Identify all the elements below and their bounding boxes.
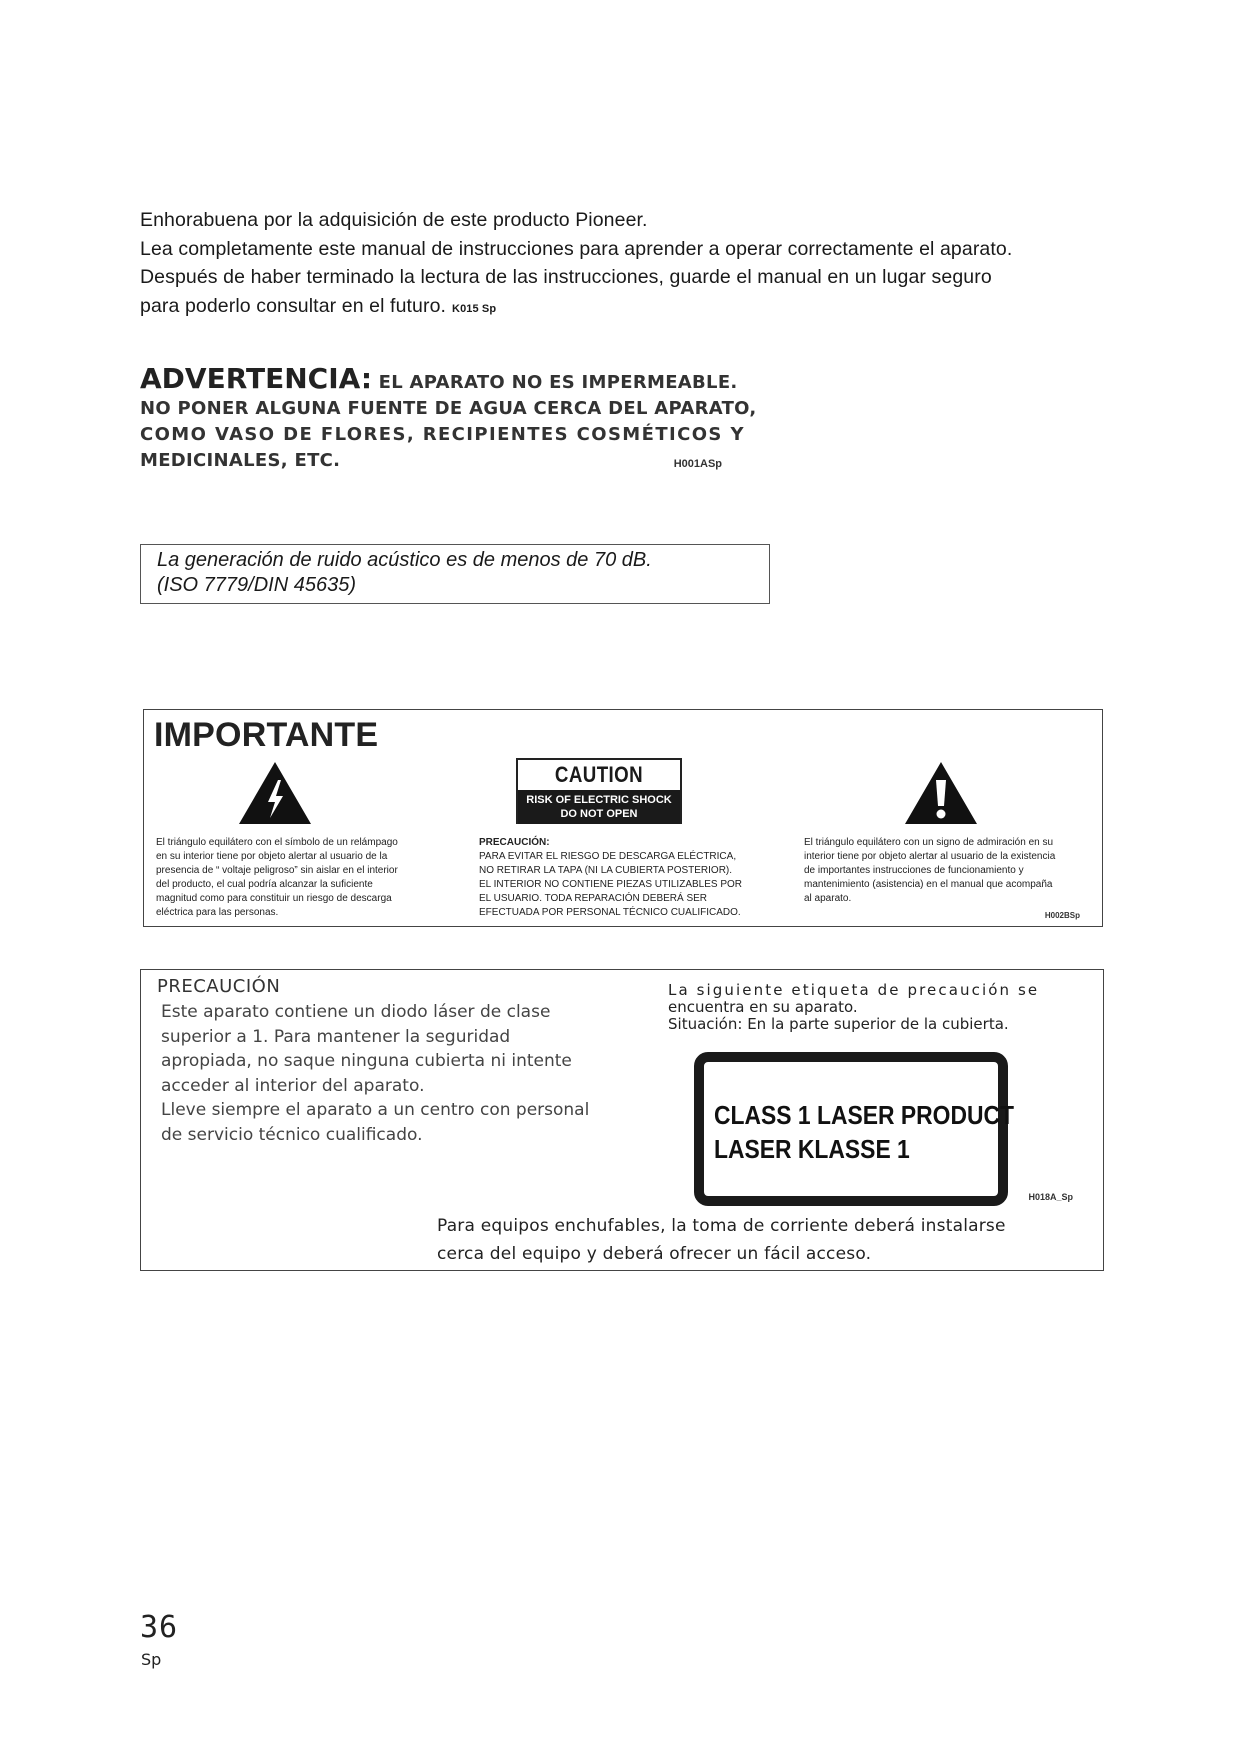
reference-code: K015 Sp (452, 302, 497, 315)
reference-code: H002BSp (1044, 911, 1080, 920)
intro-line-text: para poderlo consultar en el futuro. (140, 294, 447, 317)
outlet-notice-line: cerca del equipo y deberá ofrecer un fácil acceso. (437, 1244, 872, 1264)
noise-notice-box (140, 544, 770, 604)
caution-label-line: DO NOT OPEN (560, 808, 638, 820)
label-text-line: Situación: En la parte superior de la cubierta. (668, 1015, 1009, 1033)
page-number: 36 (140, 1610, 179, 1645)
warning-heading: ADVERTENCIA: (140, 362, 373, 395)
description-line: PARA EVITAR EL RIESGO DE DESCARGA ELÉCTRICA, (479, 851, 737, 862)
laser-caution-body (161, 1000, 611, 1147)
shock-symbol-description (156, 836, 446, 920)
outlet-notice (437, 1212, 1077, 1268)
warning-line (140, 362, 738, 396)
laser-product-label (694, 1052, 1015, 1206)
caution-label (516, 758, 682, 824)
description-line: en su interior tiene por objeto alertar al usuario de la (156, 851, 388, 862)
caution-label-title: CAUTION (554, 762, 644, 787)
laser-caution-box (140, 969, 1104, 1271)
exclamation-symbol-description (804, 836, 1094, 906)
body-line: de servicio técnico cualificado. (161, 1124, 423, 1145)
description-line: EL INTERIOR NO CONTIENE PIEZAS UTILIZABLES POR (479, 879, 743, 890)
reference-code: H001ASp (673, 458, 722, 470)
importante-box (143, 709, 1103, 927)
label-text-line: La siguiente etiqueta de precaución se (668, 981, 1040, 999)
laser-label-line: LASER KLASSE 1 (714, 1134, 910, 1164)
warning-line-rest: EL APARATO NO ES IMPERMEABLE. (378, 372, 738, 393)
description-line: EL USUARIO. TODA REPARACIÓN DEBERÁ SER (479, 893, 708, 904)
body-line: Este aparato contiene un diodo láser de clase (161, 1002, 551, 1022)
description-line: El triángulo equilátero con un signo de admiración en su (804, 837, 1054, 848)
reference-code: H018A_Sp (1028, 1192, 1073, 1202)
description-line: del producto, el cual podría alcanzar la suficiente (156, 879, 373, 890)
caution-description (479, 836, 789, 920)
intro-line: Lea completamente este manual de instrucciones para aprender a operar correctamente el aparato. (140, 237, 1013, 260)
laser-caution-title: PRECAUCIÓN (157, 976, 281, 997)
description-line: NO RETIRAR LA TAPA (NI LA CUBIERTA POSTERIOR). (479, 865, 733, 876)
page-language: Sp (141, 1650, 162, 1669)
outlet-notice-line: Para equipos enchufables, la toma de corriente deberá instalarse (437, 1216, 1006, 1236)
caution-label-warning (518, 790, 680, 824)
body-line: acceder al interior del aparato. (161, 1075, 425, 1096)
laser-label-line: CLASS 1 LASER PRODUCT (714, 1100, 1015, 1130)
description-line: magnitud como para constituir un riesgo de descarga (156, 893, 392, 904)
description-line: EFECTUADA POR PERSONAL TÉCNICO CUALIFICADO. (479, 907, 741, 918)
noise-line: La generación de ruido acústico es de menos de 70 dB. (157, 549, 652, 571)
label-text-line: encuentra en su aparato. (668, 998, 858, 1016)
importante-title: IMPORTANTE (154, 716, 379, 754)
intro-line: Enhorabuena por la adquisición de este producto Pioneer. (140, 209, 648, 231)
noise-line: (ISO 7779/DIN 45635) (157, 574, 356, 596)
intro-line (140, 292, 1120, 324)
label-location-text (668, 982, 1088, 1033)
warning-line: NO PONER ALGUNA FUENTE DE AGUA CERCA DEL APARATO, (140, 398, 757, 419)
body-line: superior a 1. Para mantener la seguridad (161, 1026, 511, 1047)
body-line: Lleve siempre el aparato a un centro con personal (161, 1100, 590, 1120)
caution-subtitle: PRECAUCIÓN: (479, 837, 550, 848)
warning-line: MEDICINALES, ETC. (140, 450, 341, 471)
description-line: presencia de “ voltaje peligroso” sin aislar en el interior (156, 865, 398, 876)
warning-line: COMO VASO DE FLORES, RECIPIENTES COSMÉTICOS Y (140, 424, 745, 445)
intro-line: Después de haber terminado la lectura de las instrucciones, guarde el manual en un lugar seguro (140, 266, 992, 288)
description-line: El triángulo equilátero con el símbolo de un relámpago (156, 837, 398, 848)
description-line: eléctrica para las personas. (156, 907, 279, 918)
exclamation-triangle-icon (903, 760, 979, 826)
water-warning (140, 362, 757, 474)
description-line: de importantes instrucciones de funcionamiento y (804, 865, 1024, 876)
description-line: mantenimiento (asistencia) en el manual que acompaña (804, 879, 1053, 890)
intro-paragraph (140, 206, 1120, 323)
body-line: apropiada, no saque ninguna cubierta ni intente (161, 1051, 572, 1071)
caution-label-line: RISK OF ELECTRIC SHOCK (526, 794, 672, 806)
lightning-triangle-icon (237, 760, 313, 826)
description-line: interior tiene por objeto alertar al usuario de la existencia (804, 851, 1056, 862)
description-line: al aparato. (804, 893, 852, 904)
